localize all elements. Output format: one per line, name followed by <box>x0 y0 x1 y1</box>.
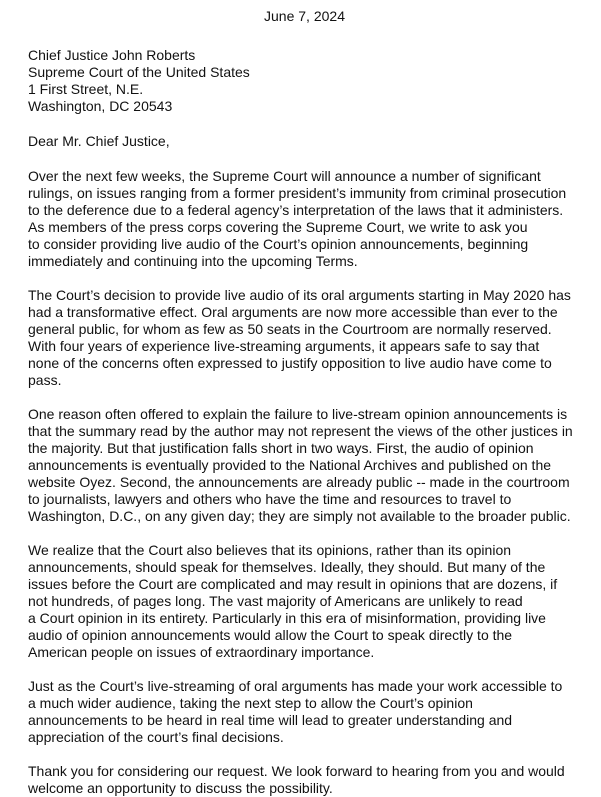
paragraph-line: a Court opinion in its entirety. Particularly in this era of misinformation, providing live <box>28 610 546 626</box>
recipient-court: Supreme Court of the United States <box>28 64 250 80</box>
paragraph-line: announcements to be heard in real time will lead to greater understanding and <box>28 712 513 728</box>
paragraph-line: to journalists, lawyers and others who have the time and resources to travel to <box>28 491 512 507</box>
paragraph-line: not hundreds, of pages long. The vast majority of Americans are unlikely to read <box>28 593 523 609</box>
paragraph-line: audio of opinion announcements would allow the Court to speak directly to the <box>28 627 513 643</box>
body-paragraph <box>28 168 591 270</box>
paragraph-line: rulings, on issues ranging from a former president’s immunity from criminal prosecution <box>28 185 567 201</box>
paragraph-line: announcements is eventually provided to the National Archives and published on the <box>28 457 552 473</box>
paragraph-line: general public, for whom as few as 50 seats in the Courtroom are normally reserved. <box>28 321 552 337</box>
salutation: Dear Mr. Chief Justice, <box>28 133 170 149</box>
recipient-city: Washington, DC 20543 <box>28 98 173 114</box>
paragraph-line: had a transformative effect. Oral arguments are now more accessible than ever to the <box>28 304 558 320</box>
paragraph-line: announcements, should speak for themselves. Ideally, they should. But many of the <box>28 559 546 575</box>
paragraph-line: One reason often offered to explain the failure to live-stream opinion announcements is <box>28 406 568 422</box>
body-paragraph <box>28 678 591 746</box>
paragraph-line: American people on issues of extraordinary importance. <box>28 644 375 660</box>
paragraph-line: appreciation of the court’s final decisions. <box>28 729 284 745</box>
recipient-street: 1 First Street, N.E. <box>28 81 144 97</box>
body-paragraph <box>28 287 591 389</box>
letter-date: June 7, 2024 <box>264 8 345 24</box>
paragraph-line: the majority. But that justification falls short in two ways. First, the audio of opinion <box>28 440 534 456</box>
paragraph-line: pass. <box>28 372 62 388</box>
paragraph-line: The Court’s decision to provide live audio of its oral arguments starting in May 2020 has <box>28 287 571 303</box>
paragraph-line: Just as the Court’s live-streaming of oral arguments has made your work accessible to <box>28 678 563 694</box>
paragraph-line: website Oyez. Second, the announcements are already public -- made in the courtroom <box>28 474 570 490</box>
paragraph-line: Washington, D.C., on any given day; they are simply not available to the broader public. <box>28 508 571 524</box>
paragraph-line: to consider providing live audio of the Court’s opinion announcements, beginning <box>28 236 529 252</box>
body-paragraph <box>28 542 591 661</box>
paragraph-line: As members of the press corps covering the Supreme Court, we write to ask you <box>28 219 528 235</box>
paragraph-line: We realize that the Court also believes that its opinions, rather than its opinion <box>28 542 512 558</box>
body-paragraph <box>28 406 591 525</box>
paragraph-line: issues before the Court are complicated and may result in opinions that are dozens, if <box>28 576 558 592</box>
body-paragraph <box>28 763 591 797</box>
paragraph-line: welcome an opportunity to discuss the possibility. <box>28 780 333 796</box>
paragraph-line: Over the next few weeks, the Supreme Court will announce a number of significant <box>28 168 541 184</box>
paragraph-line: a much wider audience, taking the next step to allow the Court’s opinion <box>28 695 473 711</box>
paragraph-line: With four years of experience live-streaming arguments, it appears safe to say that <box>28 338 540 354</box>
letter-body <box>28 168 591 797</box>
paragraph-line: to the deference due to a federal agency’s interpretation of the laws that it administers. <box>28 202 564 218</box>
recipient-name: Chief Justice John Roberts <box>28 47 196 63</box>
paragraph-line: none of the concerns often expressed to justify opposition to live audio have come to <box>28 355 552 371</box>
paragraph-line: immediately and continuing into the upcoming Terms. <box>28 253 358 269</box>
paragraph-line: that the summary read by the author may not represent the views of the other justices in <box>28 423 573 439</box>
recipient-address <box>28 47 591 115</box>
paragraph-line: Thank you for considering our request. We look forward to hearing from you and would <box>28 763 565 779</box>
